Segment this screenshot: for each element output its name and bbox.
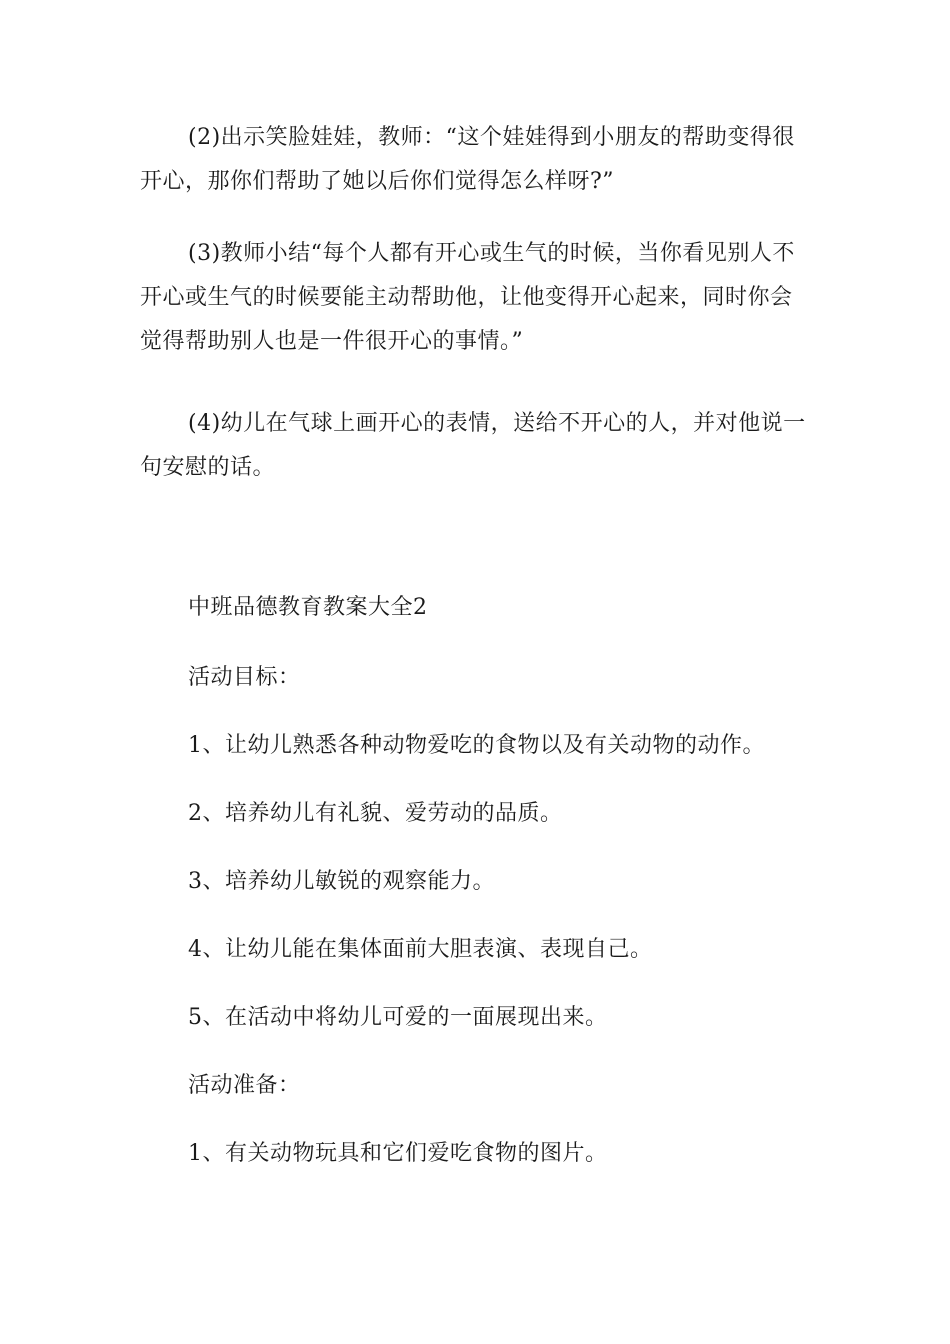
- paragraph-step-3: (3)教师小结“每个人都有开心或生气的时候，当你看见别人不开心或生气的时候要能主动帮助他，让他变得开心起来，同时你会觉得帮助别人也是一件很开心的事情。”: [140, 241, 795, 354]
- goal-item-5: 5、在活动中将幼儿可爱的一面展现出来。: [188, 1005, 608, 1030]
- goal-item-1: 1、让幼儿熟悉各种动物爱吃的食物以及有关动物的动作。: [188, 733, 765, 758]
- paragraph-step-2: (2)出示笑脸娃娃，教师：“这个娃娃得到小朋友的帮助变得很开心，那你们帮助了她以后你们觉得怎么样呀?”: [140, 125, 795, 194]
- prep-item-1: 1、有关动物玩具和它们爱吃食物的图片。: [188, 1141, 608, 1166]
- paragraph-step-4: (4)幼儿在气球上画开心的表情，送给不开心的人，并对他说一句安慰的话。: [140, 411, 806, 480]
- goals-heading: 活动目标：: [188, 665, 301, 690]
- goal-item-3: 3、培养幼儿敏锐的观察能力。: [188, 869, 495, 894]
- goal-item-2: 2、培养幼儿有礼貌、爱劳动的品质。: [188, 801, 563, 826]
- section-title: 中班品德教育教案大全2: [188, 595, 428, 620]
- goal-item-4: 4、让幼儿能在集体面前大胆表演、表现自己。: [188, 937, 653, 962]
- prep-heading: 活动准备：: [188, 1073, 301, 1098]
